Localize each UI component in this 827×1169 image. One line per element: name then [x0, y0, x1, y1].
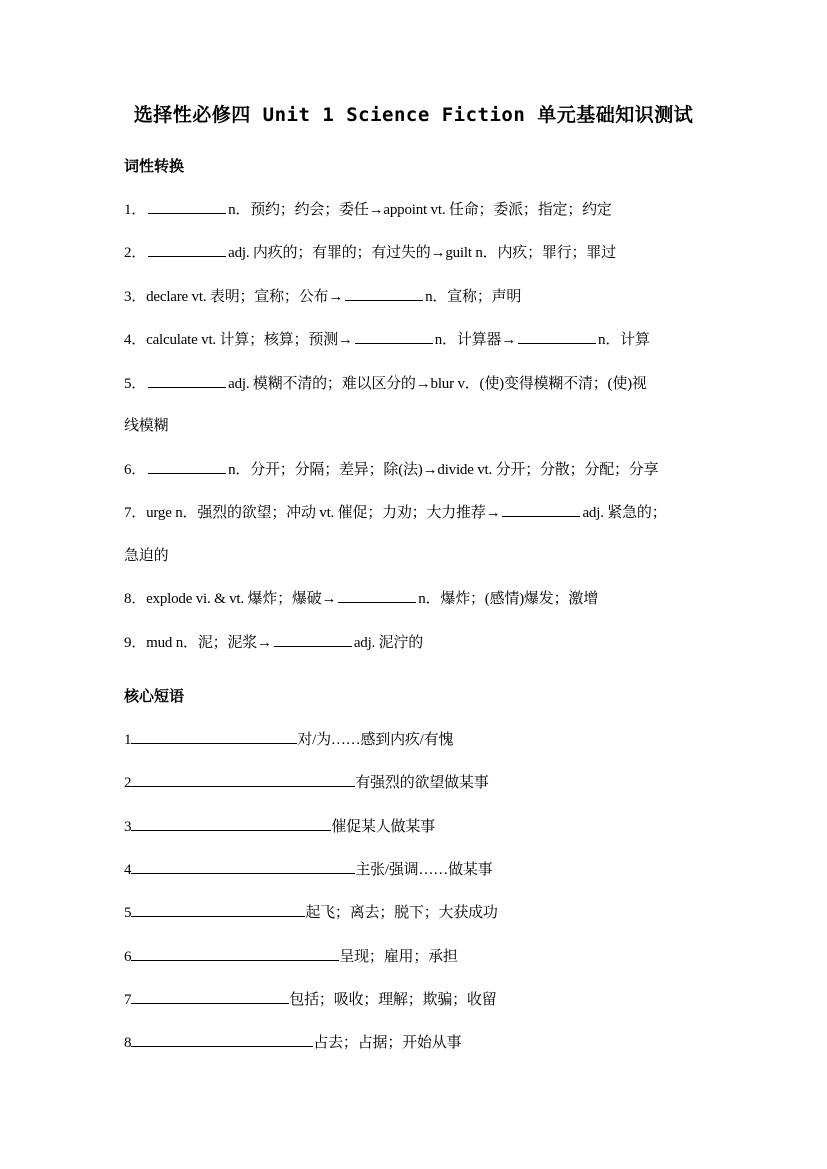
item-text: mud n．泥；泥浆→	[146, 635, 272, 651]
item-number: 1	[124, 732, 132, 748]
item-text: 呈现；雇用；承担	[339, 949, 458, 965]
list-item	[124, 587, 709, 608]
answer-blank[interactable]	[355, 329, 433, 344]
answer-blank[interactable]	[274, 632, 352, 647]
list-item	[124, 372, 709, 393]
item-number: 7	[124, 992, 132, 1008]
list-item	[124, 945, 709, 966]
item-text: 占去；占据；开始从事	[313, 1035, 462, 1051]
list-item	[124, 241, 709, 262]
list-item	[124, 198, 709, 219]
item-text: adj. 内疚的；有罪的；有过失的→guilt n．内疚；罪行；罪过	[228, 245, 616, 261]
item-text: calculate vt. 计算；核算；预测→	[146, 332, 353, 348]
answer-blank[interactable]	[131, 859, 355, 874]
answer-blank[interactable]	[131, 816, 331, 831]
list-item	[124, 815, 709, 836]
answer-blank[interactable]	[148, 199, 226, 214]
item-text: 包括；吸收；理解；欺骗；收留	[289, 992, 497, 1008]
item-number: 7．	[124, 505, 147, 521]
item-text: adj. 泥泞的	[353, 635, 424, 651]
item-text: n．计算	[598, 332, 650, 348]
list-item	[124, 771, 709, 792]
answer-blank[interactable]	[131, 772, 355, 787]
item-text: declare vt. 表明；宣称；公布→	[146, 289, 344, 305]
list-item	[124, 458, 709, 479]
answer-blank[interactable]	[131, 729, 297, 744]
item-number: 3．	[124, 289, 147, 305]
section-heading-word-forms: 词性转换	[124, 157, 185, 175]
section-heading-core-phrases: 核心短语	[124, 687, 185, 705]
item-text: 主张/强调……做某事	[355, 862, 493, 878]
answer-blank[interactable]	[131, 946, 339, 961]
list-item	[124, 328, 709, 349]
item-text: n．分开；分隔；差异；除(法)→divide vt. 分开；分散；分配；分享	[228, 462, 659, 478]
list-item-continuation: 急迫的	[124, 548, 169, 564]
list-item	[124, 728, 709, 749]
item-number: 8．	[124, 591, 147, 607]
item-text: n．预约；约会；委任→appoint vt. 任命；委派；指定；约定	[228, 202, 612, 218]
item-text: 对/为……感到内疚/有愧	[297, 732, 454, 748]
item-number: 3	[124, 819, 132, 835]
page-title: 选择性必修四 Unit 1 Science Fiction 单元基础知识测试	[133, 104, 694, 126]
item-text: adj. 紧急的；	[582, 505, 667, 521]
answer-blank[interactable]	[345, 286, 423, 301]
item-text: urge n．强烈的欲望；冲动 vt. 催促；力劝；大力推荐→	[146, 505, 501, 521]
answer-blank[interactable]	[148, 242, 226, 257]
answer-blank[interactable]	[148, 459, 226, 474]
list-item	[124, 858, 709, 879]
item-number: 4．	[124, 332, 147, 348]
answer-blank[interactable]	[502, 502, 580, 517]
answer-blank[interactable]	[338, 588, 416, 603]
item-text: n．爆炸；(感情)爆发；激增	[418, 591, 598, 607]
list-item	[124, 988, 709, 1009]
item-number: 6	[124, 949, 132, 965]
answer-blank[interactable]	[131, 989, 289, 1004]
item-text: n．计算器→	[434, 332, 517, 348]
item-number: 1．	[124, 202, 147, 218]
list-item	[124, 901, 709, 922]
list-item	[124, 631, 709, 652]
item-number: 6．	[124, 462, 147, 478]
item-text: 有强烈的欲望做某事	[355, 775, 489, 791]
item-text: explode vi. & vt. 爆炸；爆破→	[146, 591, 337, 607]
answer-blank[interactable]	[518, 329, 596, 344]
answer-blank[interactable]	[131, 1032, 313, 1047]
item-text: adj. 模糊不清的；难以区分的→blur v．(使)变得模糊不清；(使)视	[228, 376, 647, 392]
list-item-continuation: 线模糊	[124, 418, 169, 434]
item-number: 5	[124, 905, 132, 921]
item-number: 9．	[124, 635, 147, 651]
item-text: n．宣称；声明	[425, 289, 522, 305]
item-text: 催促某人做某事	[331, 819, 435, 835]
list-item	[124, 1031, 709, 1052]
item-number: 2	[124, 775, 132, 791]
item-number: 2．	[124, 245, 147, 261]
answer-blank[interactable]	[148, 373, 226, 388]
item-number: 8	[124, 1035, 132, 1051]
list-item	[124, 285, 709, 306]
list-item	[124, 501, 709, 522]
item-number: 4	[124, 862, 132, 878]
answer-blank[interactable]	[131, 902, 305, 917]
item-number: 5．	[124, 376, 147, 392]
item-text: 起飞；离去；脱下；大获成功	[305, 905, 498, 921]
